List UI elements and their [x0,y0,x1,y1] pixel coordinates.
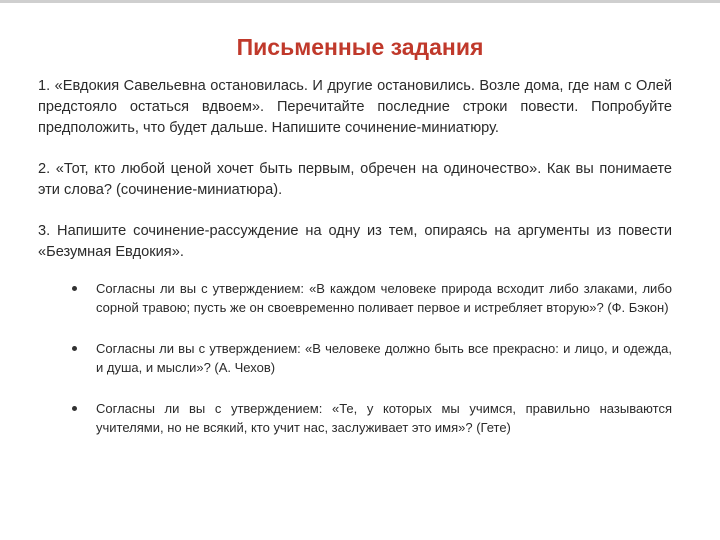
bullet-icon [72,346,77,351]
essay-topic-text: Согласны ли вы с утверждением: «В человеке должно быть все прекрасно: и лицо, и одежда, и душа, и мысли»? (А. Чехов) [96,341,672,375]
slide-title: Письменные задания [236,34,484,60]
slide-body [38,76,672,459]
essay-topics-list [38,279,672,437]
essay-topic-text: Согласны ли вы с утверждением: «Те, у которых мы учимся, правильно называются учителями, но не всякий, кто учит нас, заслуживает это имя»? (Гете) [96,401,672,435]
bullet-icon [72,406,77,411]
task-1: 1. «Евдокия Савельевна остановилась. И другие остановились. Возле дома, где нам с Олей предстояло остаться вдвоем». Перечитайте последние строки повести. Попробуйте предположить, что будет дальше. Напишите сочинение-миниатюру. [38,78,672,136]
essay-topic-3 [72,399,672,437]
essay-topic-text: Согласны ли вы с утверждением: «В каждом человеке природа всходит либо злаками, либо сорной травою; пусть же он своевременно поливает первое и истребляет вторую»? (Ф. Бэкон) [96,281,672,315]
task-3: 3. Напишите сочинение-рассуждение на одну из тем, опираясь на аргументы из повести «Безумная Евдокия». [38,223,672,260]
top-border-line [0,0,720,3]
essay-topic-2 [72,339,672,377]
task-2: 2. «Тот, кто любой ценой хочет быть первым, обречен на одиночество». Как вы понимаете эти слова? (сочинение-миниатюра). [38,161,672,198]
bullet-icon [72,286,77,291]
essay-topic-1 [72,279,672,317]
